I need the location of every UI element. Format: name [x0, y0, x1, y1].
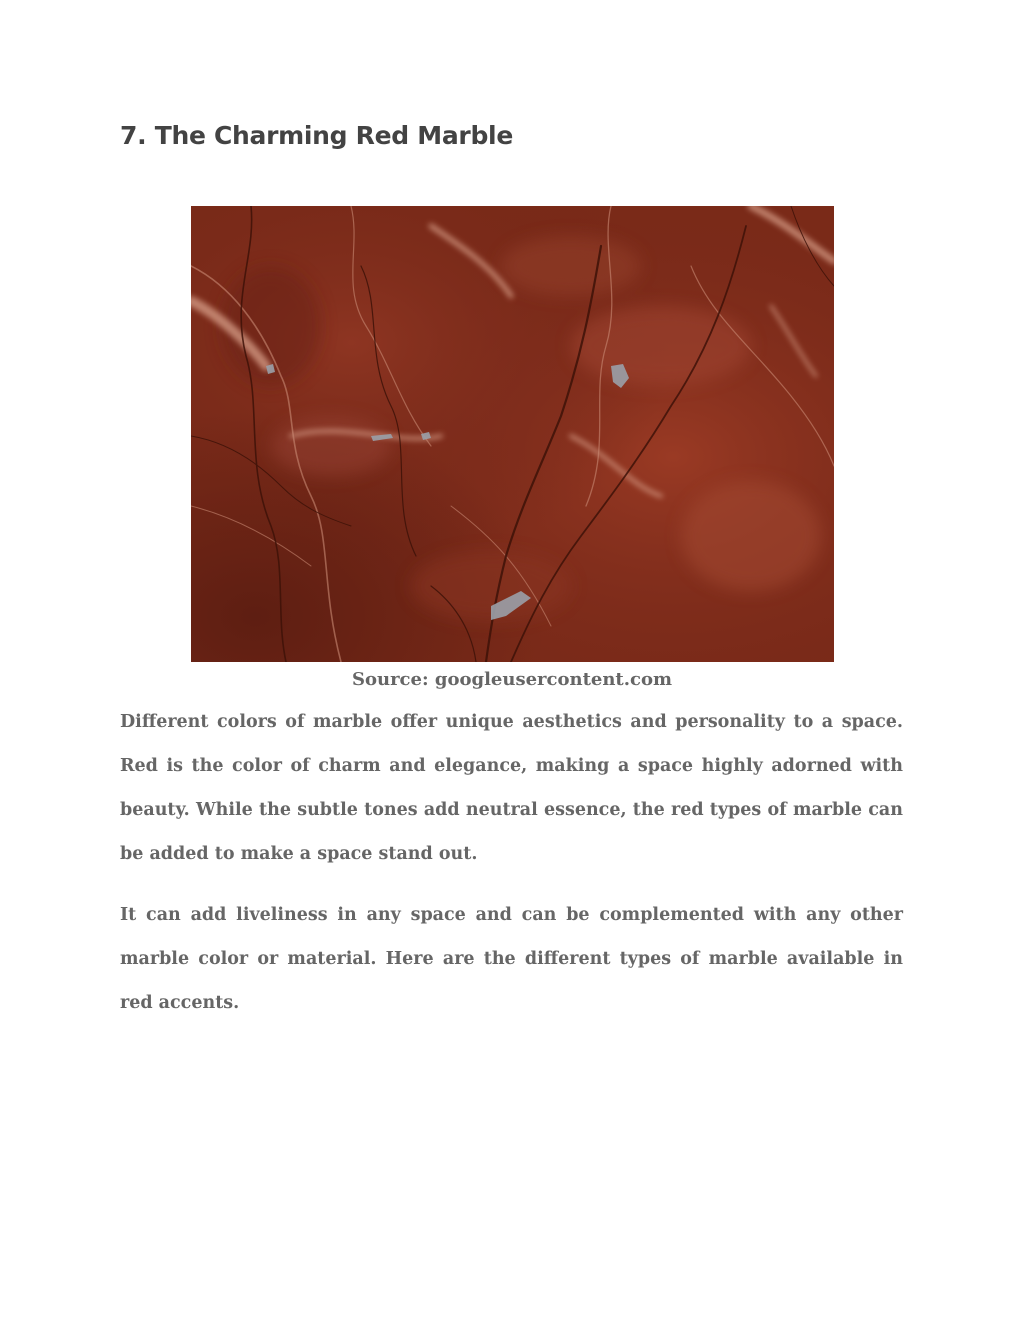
body-paragraph-1: Different colors of marble offer unique aesthetics and personality to a space. Red is the color of charm and elegance, making a space highly adorned with beauty. While the subtle tones add neutral essence, the red types of marble can be added to make a space stand out. [120, 712, 903, 864]
image-caption: Source: googleusercontent.com [351, 669, 673, 690]
marble-texture [191, 206, 834, 662]
body-paragraph-2: It can add liveliness in any space and can be complemented with any other marble color or material. Here are the different types of marble available in red accents. [120, 905, 903, 1013]
red-marble-image [191, 206, 834, 662]
section-heading: 7. The Charming Red Marble [120, 121, 513, 150]
